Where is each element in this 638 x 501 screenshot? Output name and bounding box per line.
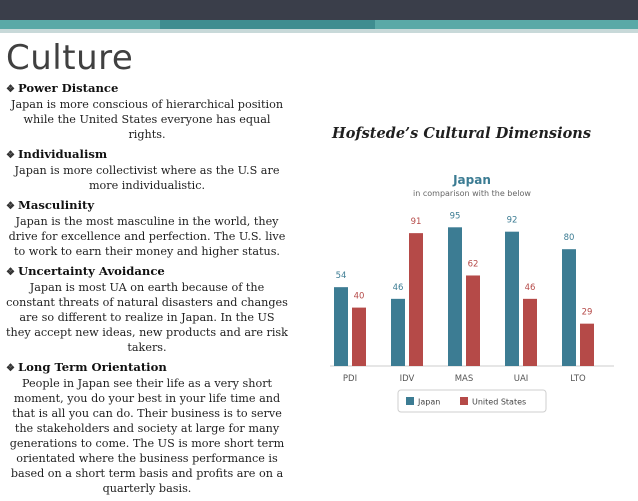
bar-idv-japan [391, 299, 405, 366]
section-long-term-orientation [6, 360, 288, 496]
section-body: People in Japan see their life as a very short moment, you do your best in your life time and that is all you can do. Their business is to serve the stakeholders and society at large for many generations to come. The US is more short term orientated where the business performance is based on a short term basis and profits are on a quarterly basis. [9, 377, 285, 495]
bar-value-label: 29 [581, 307, 593, 318]
accent-bar [0, 20, 638, 29]
section-body: Japan is the most masculine in the world, they drive for excellence and perfection. The U.S. live to work to earn their money and higher status. [8, 215, 286, 258]
bar-value-label: 95 [449, 211, 461, 222]
bar-idv-united-states [409, 233, 423, 366]
section-heading: Individualism [18, 147, 108, 161]
diamond-bullet-icon: ❖ [6, 84, 15, 95]
diamond-bullet-icon: ❖ [6, 363, 15, 374]
bar-pdi-united-states [352, 308, 366, 366]
section-body: Japan is more conscious of hierarchical position while the United States everyone has equal rights. [10, 98, 284, 141]
section-body: Japan is most UA on earth because of the constant threats of natural disasters and changes are so different to realize in Japan. In the US they accept new ideas, new products and are risk takers. [6, 281, 288, 354]
bar-value-label: 54 [335, 271, 347, 282]
bar-lto-japan [562, 249, 576, 366]
category-label: LTO [570, 374, 586, 384]
slide-title: Culture [6, 38, 134, 78]
bar-chart [322, 160, 622, 425]
bar-value-label: 40 [353, 291, 365, 302]
category-label: IDV [399, 374, 415, 384]
top-bar [0, 0, 638, 20]
diamond-bullet-icon: ❖ [6, 267, 15, 278]
category-label: MAS [454, 374, 474, 384]
bar-value-label: 46 [392, 282, 404, 293]
chart-subtitle: in comparison with the below [413, 189, 531, 198]
section-power-distance [6, 81, 288, 142]
bar-uai-japan [505, 232, 519, 366]
section-heading: Power Distance [18, 81, 119, 95]
legend-label: United States [472, 397, 527, 407]
section-heading: Masculinity [18, 198, 95, 212]
section-heading: Long Term Orientation [18, 360, 167, 374]
diamond-bullet-icon: ❖ [6, 150, 15, 161]
accent-stripe [0, 29, 638, 33]
bar-mas-united-states [466, 275, 480, 366]
content-text [6, 81, 288, 501]
bar-value-label: 46 [524, 282, 536, 293]
chart-caption: Hofstede’s Cultural Dimensions [332, 125, 591, 142]
diamond-bullet-icon: ❖ [6, 201, 15, 212]
bar-value-label: 80 [563, 233, 575, 244]
section-uncertainty-avoidance [6, 264, 288, 355]
section-heading: Uncertainty Avoidance [18, 264, 165, 278]
section-individualism [6, 147, 288, 193]
bar-uai-united-states [523, 299, 537, 366]
category-label: PDI [342, 374, 358, 384]
legend-swatch [406, 397, 414, 405]
bar-pdi-japan [334, 287, 348, 366]
chart-title: Japan [453, 173, 491, 187]
bar-value-label: 92 [506, 215, 518, 226]
bar-value-label: 91 [410, 217, 422, 228]
category-label: UAI [513, 374, 529, 384]
section-body: Japan is more collectivist where as the U.S are more individualistic. [14, 164, 280, 192]
bar-value-label: 62 [467, 259, 479, 270]
bar-lto-united-states [580, 324, 594, 366]
legend-swatch [460, 397, 468, 405]
section-masculinity [6, 198, 288, 259]
legend-label: Japan [418, 397, 441, 407]
bar-mas-japan [448, 227, 462, 366]
